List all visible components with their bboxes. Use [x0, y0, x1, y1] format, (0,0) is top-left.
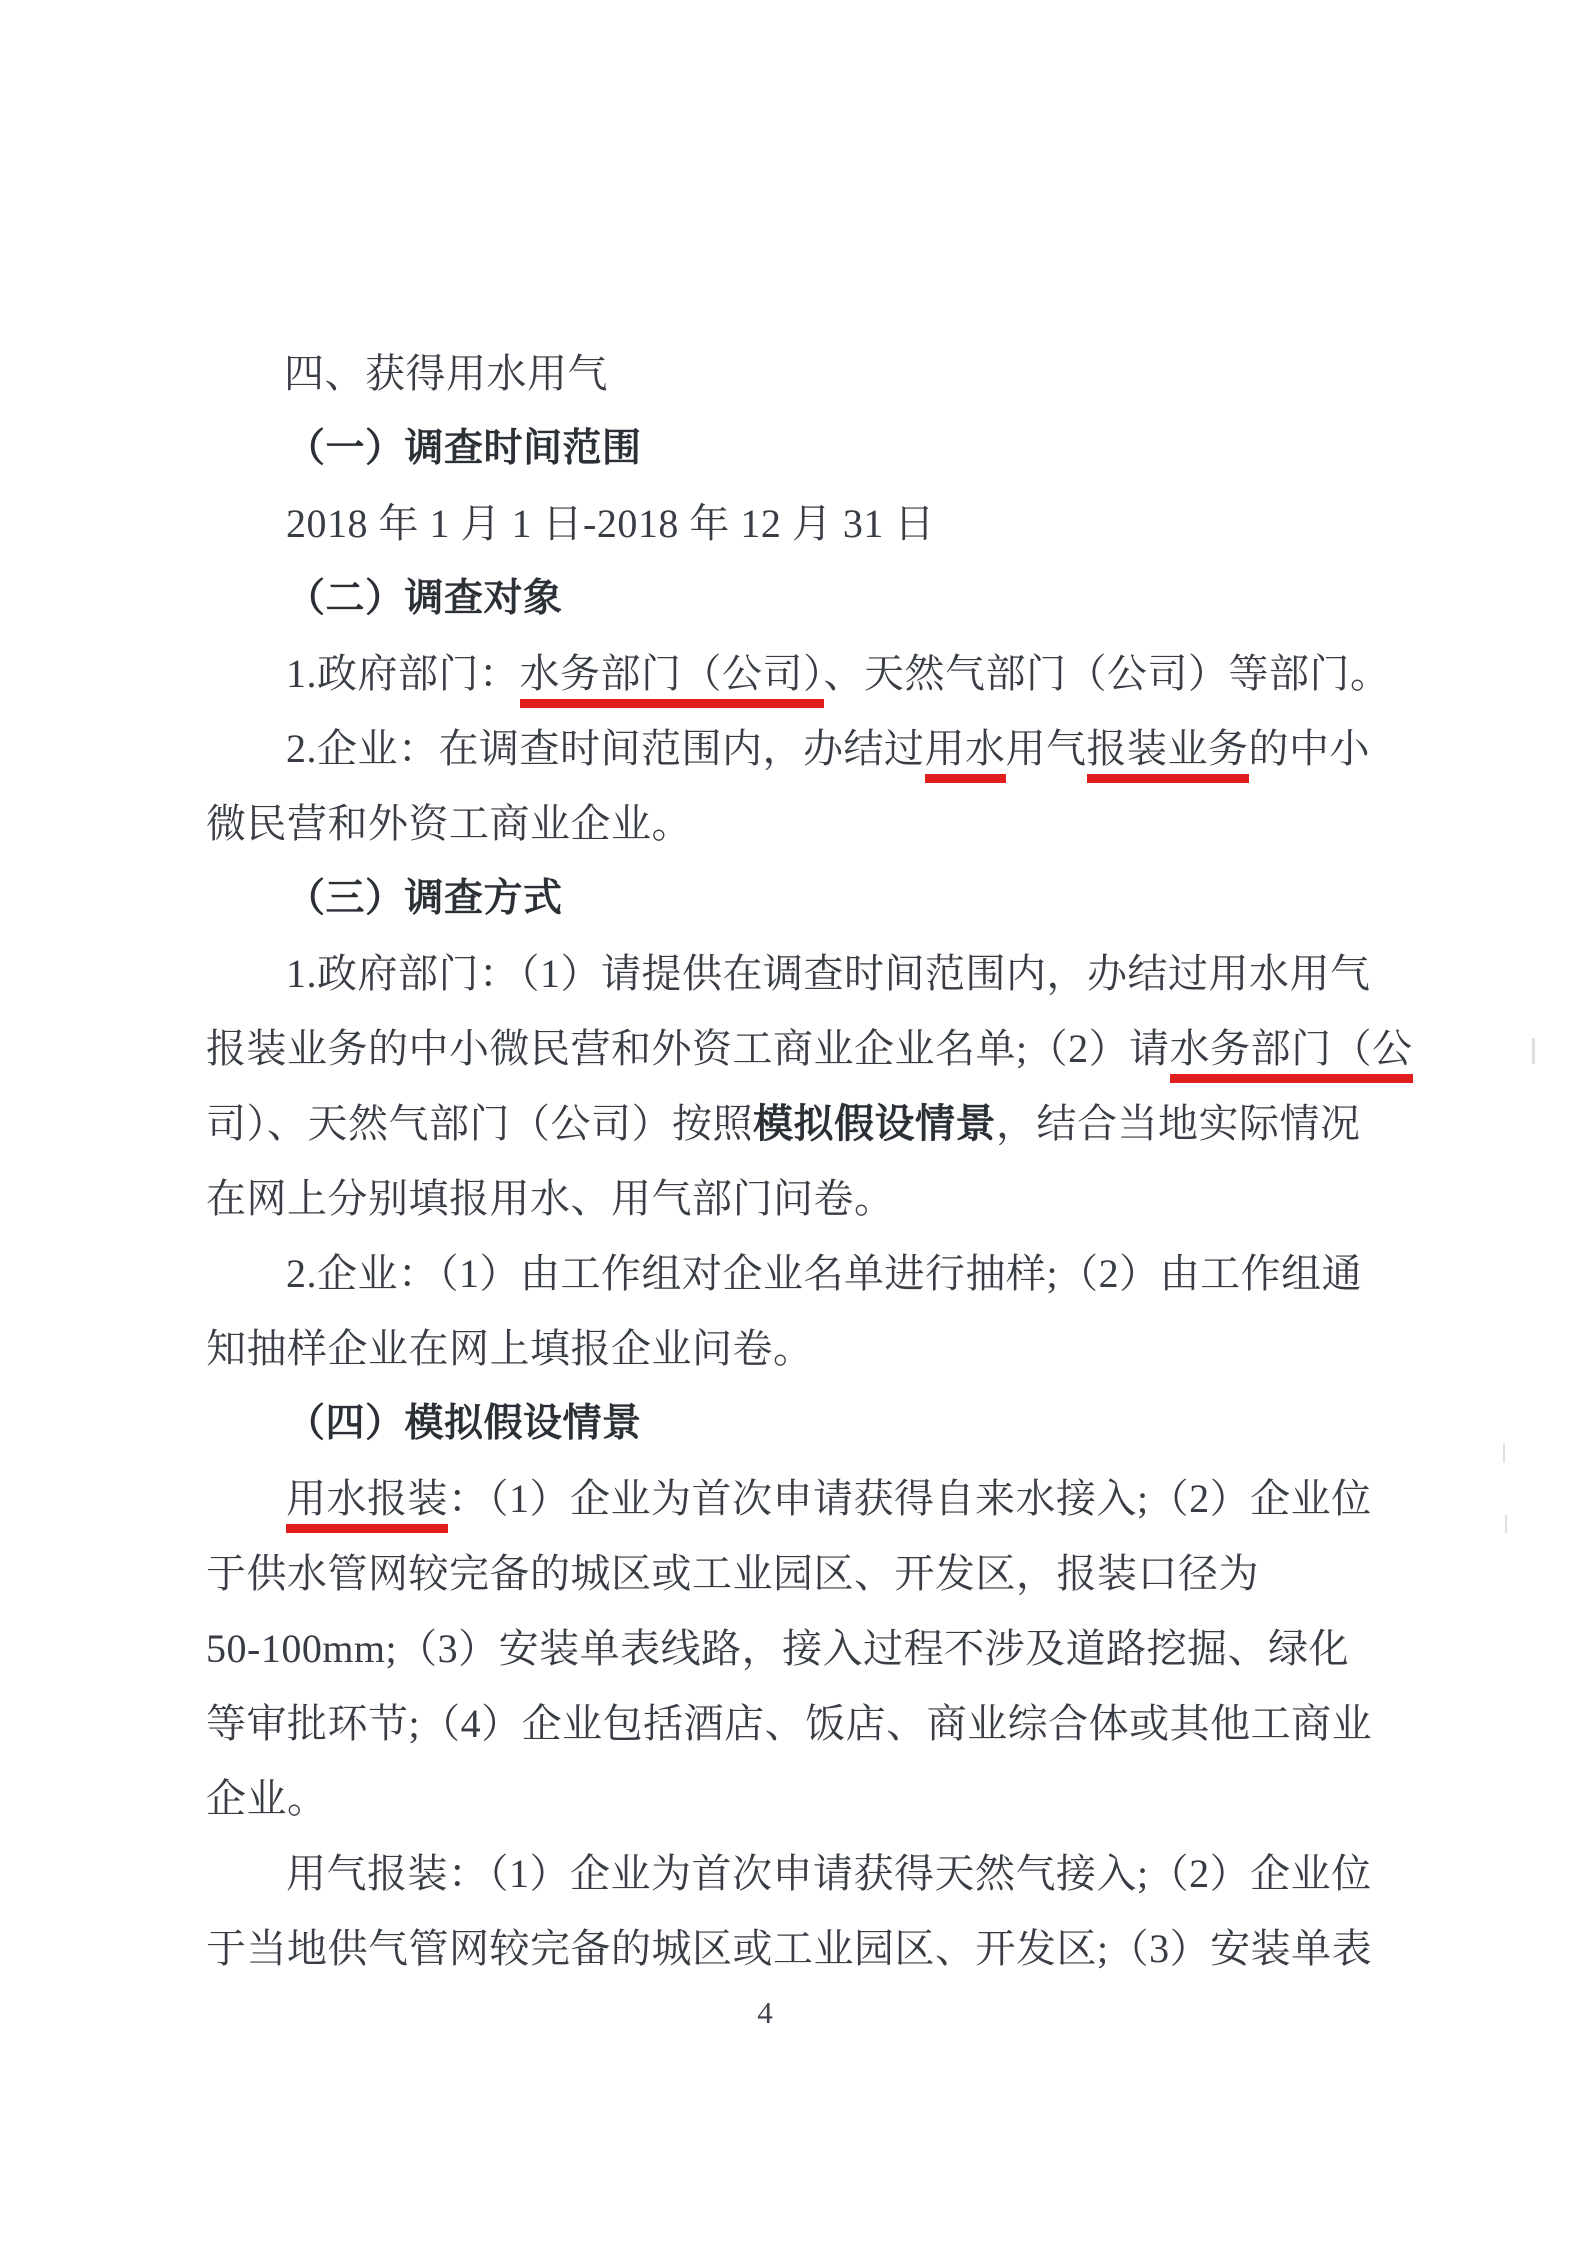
- text-segment: ，结合当地实际情况: [996, 1101, 1361, 1146]
- text-line: [206, 936, 1452, 1011]
- section-heading-line: [206, 1386, 1452, 1461]
- text-segment: （三）调查方式: [286, 877, 563, 920]
- text-line: [206, 1836, 1452, 1911]
- text-segment: 于当地供气管网较完备的城区或工业园区、开发区;（3）安装单表: [206, 1926, 1373, 1971]
- text-line: [206, 636, 1452, 711]
- scan-artifact: [1532, 1038, 1535, 1064]
- text-segment: 50-100mm;（3）安装单表线路，接入过程不涉及道路挖掘、绿化: [206, 1626, 1350, 1671]
- text-line: [206, 1761, 1452, 1836]
- text-segment: （一）调查时间范围: [286, 427, 642, 470]
- text-line: [206, 711, 1452, 786]
- red-underlined-text: 报装业务: [1087, 726, 1249, 783]
- document-body: [206, 336, 1452, 1986]
- text-segment: 用气: [1005, 726, 1087, 771]
- text-segment: 报装业务的中小微民营和外资工商业企业名单;（2）请: [206, 1026, 1170, 1071]
- scan-artifact: [1505, 1515, 1507, 1533]
- scan-artifact: [1503, 1443, 1505, 1463]
- section-heading-line: [206, 411, 1452, 486]
- text-segment: 等审批环节;（4）企业包括酒店、饭店、商业综合体或其他工商业: [206, 1701, 1373, 1746]
- text-line: [206, 486, 1452, 561]
- section-heading-line: [206, 861, 1452, 936]
- text-segment: 2.企业：在调查时间范围内，办结过: [286, 726, 925, 771]
- text-segment: 、天然气部门（公司）等部门。: [823, 651, 1391, 696]
- text-line: [206, 1536, 1452, 1611]
- text-segment: 2018 年 1 月 1 日-2018 年 12 月 31 日: [286, 501, 935, 546]
- text-segment: 司）、天然气部门（公司）按照: [206, 1101, 753, 1146]
- text-segment: （二）调查对象: [286, 577, 563, 620]
- text-line: [206, 1461, 1452, 1536]
- red-underlined-text: 水务部门（公: [1170, 1026, 1413, 1083]
- text-line: [206, 1086, 1452, 1161]
- page-number: 4: [757, 1995, 773, 2030]
- red-underlined-text: 用水报装: [286, 1476, 448, 1533]
- text-segment: 用气报装：（1）企业为首次申请获得天然气接入;（2）企业位: [286, 1851, 1372, 1896]
- text-segment: ：（1）企业为首次申请获得自来水接入;（2）企业位: [448, 1476, 1372, 1521]
- red-underlined-text: 水务部门（公司）: [520, 651, 824, 708]
- text-line: [206, 1236, 1452, 1311]
- text-line: [206, 1611, 1452, 1686]
- text-line: [206, 786, 1452, 861]
- text-line: [206, 1911, 1452, 1986]
- red-underlined-text: 用水: [925, 726, 1006, 783]
- text-segment: 1.政府部门：（1）请提供在调查时间范围内，办结过用水用气: [286, 951, 1371, 996]
- text-line: [206, 1161, 1452, 1236]
- text-segment: 的中小: [1248, 726, 1370, 771]
- section-heading-line: [206, 561, 1452, 636]
- text-segment: 知抽样企业在网上填报企业问卷。: [206, 1326, 814, 1371]
- text-segment: 微民营和外资工商业企业。: [206, 801, 692, 846]
- text-segment: 四、获得用水用气: [284, 351, 608, 396]
- text-line: [206, 1011, 1452, 1086]
- text-segment: 2.企业：（1）由工作组对企业名单进行抽样;（2）由工作组通: [286, 1251, 1363, 1296]
- text-line: [206, 336, 1452, 411]
- bold-text-segment: 模拟假设情景: [753, 1102, 996, 1146]
- text-segment: 于供水管网较完备的城区或工业园区、开发区，报装口径为: [206, 1551, 1259, 1596]
- text-segment: 企业。: [206, 1776, 328, 1821]
- text-line: [206, 1311, 1452, 1386]
- text-segment: 1.政府部门：: [286, 651, 520, 696]
- text-line: [206, 1686, 1452, 1761]
- text-segment: （四）模拟假设情景: [286, 1402, 642, 1445]
- text-segment: 在网上分别填报用水、用气部门问卷。: [206, 1176, 895, 1221]
